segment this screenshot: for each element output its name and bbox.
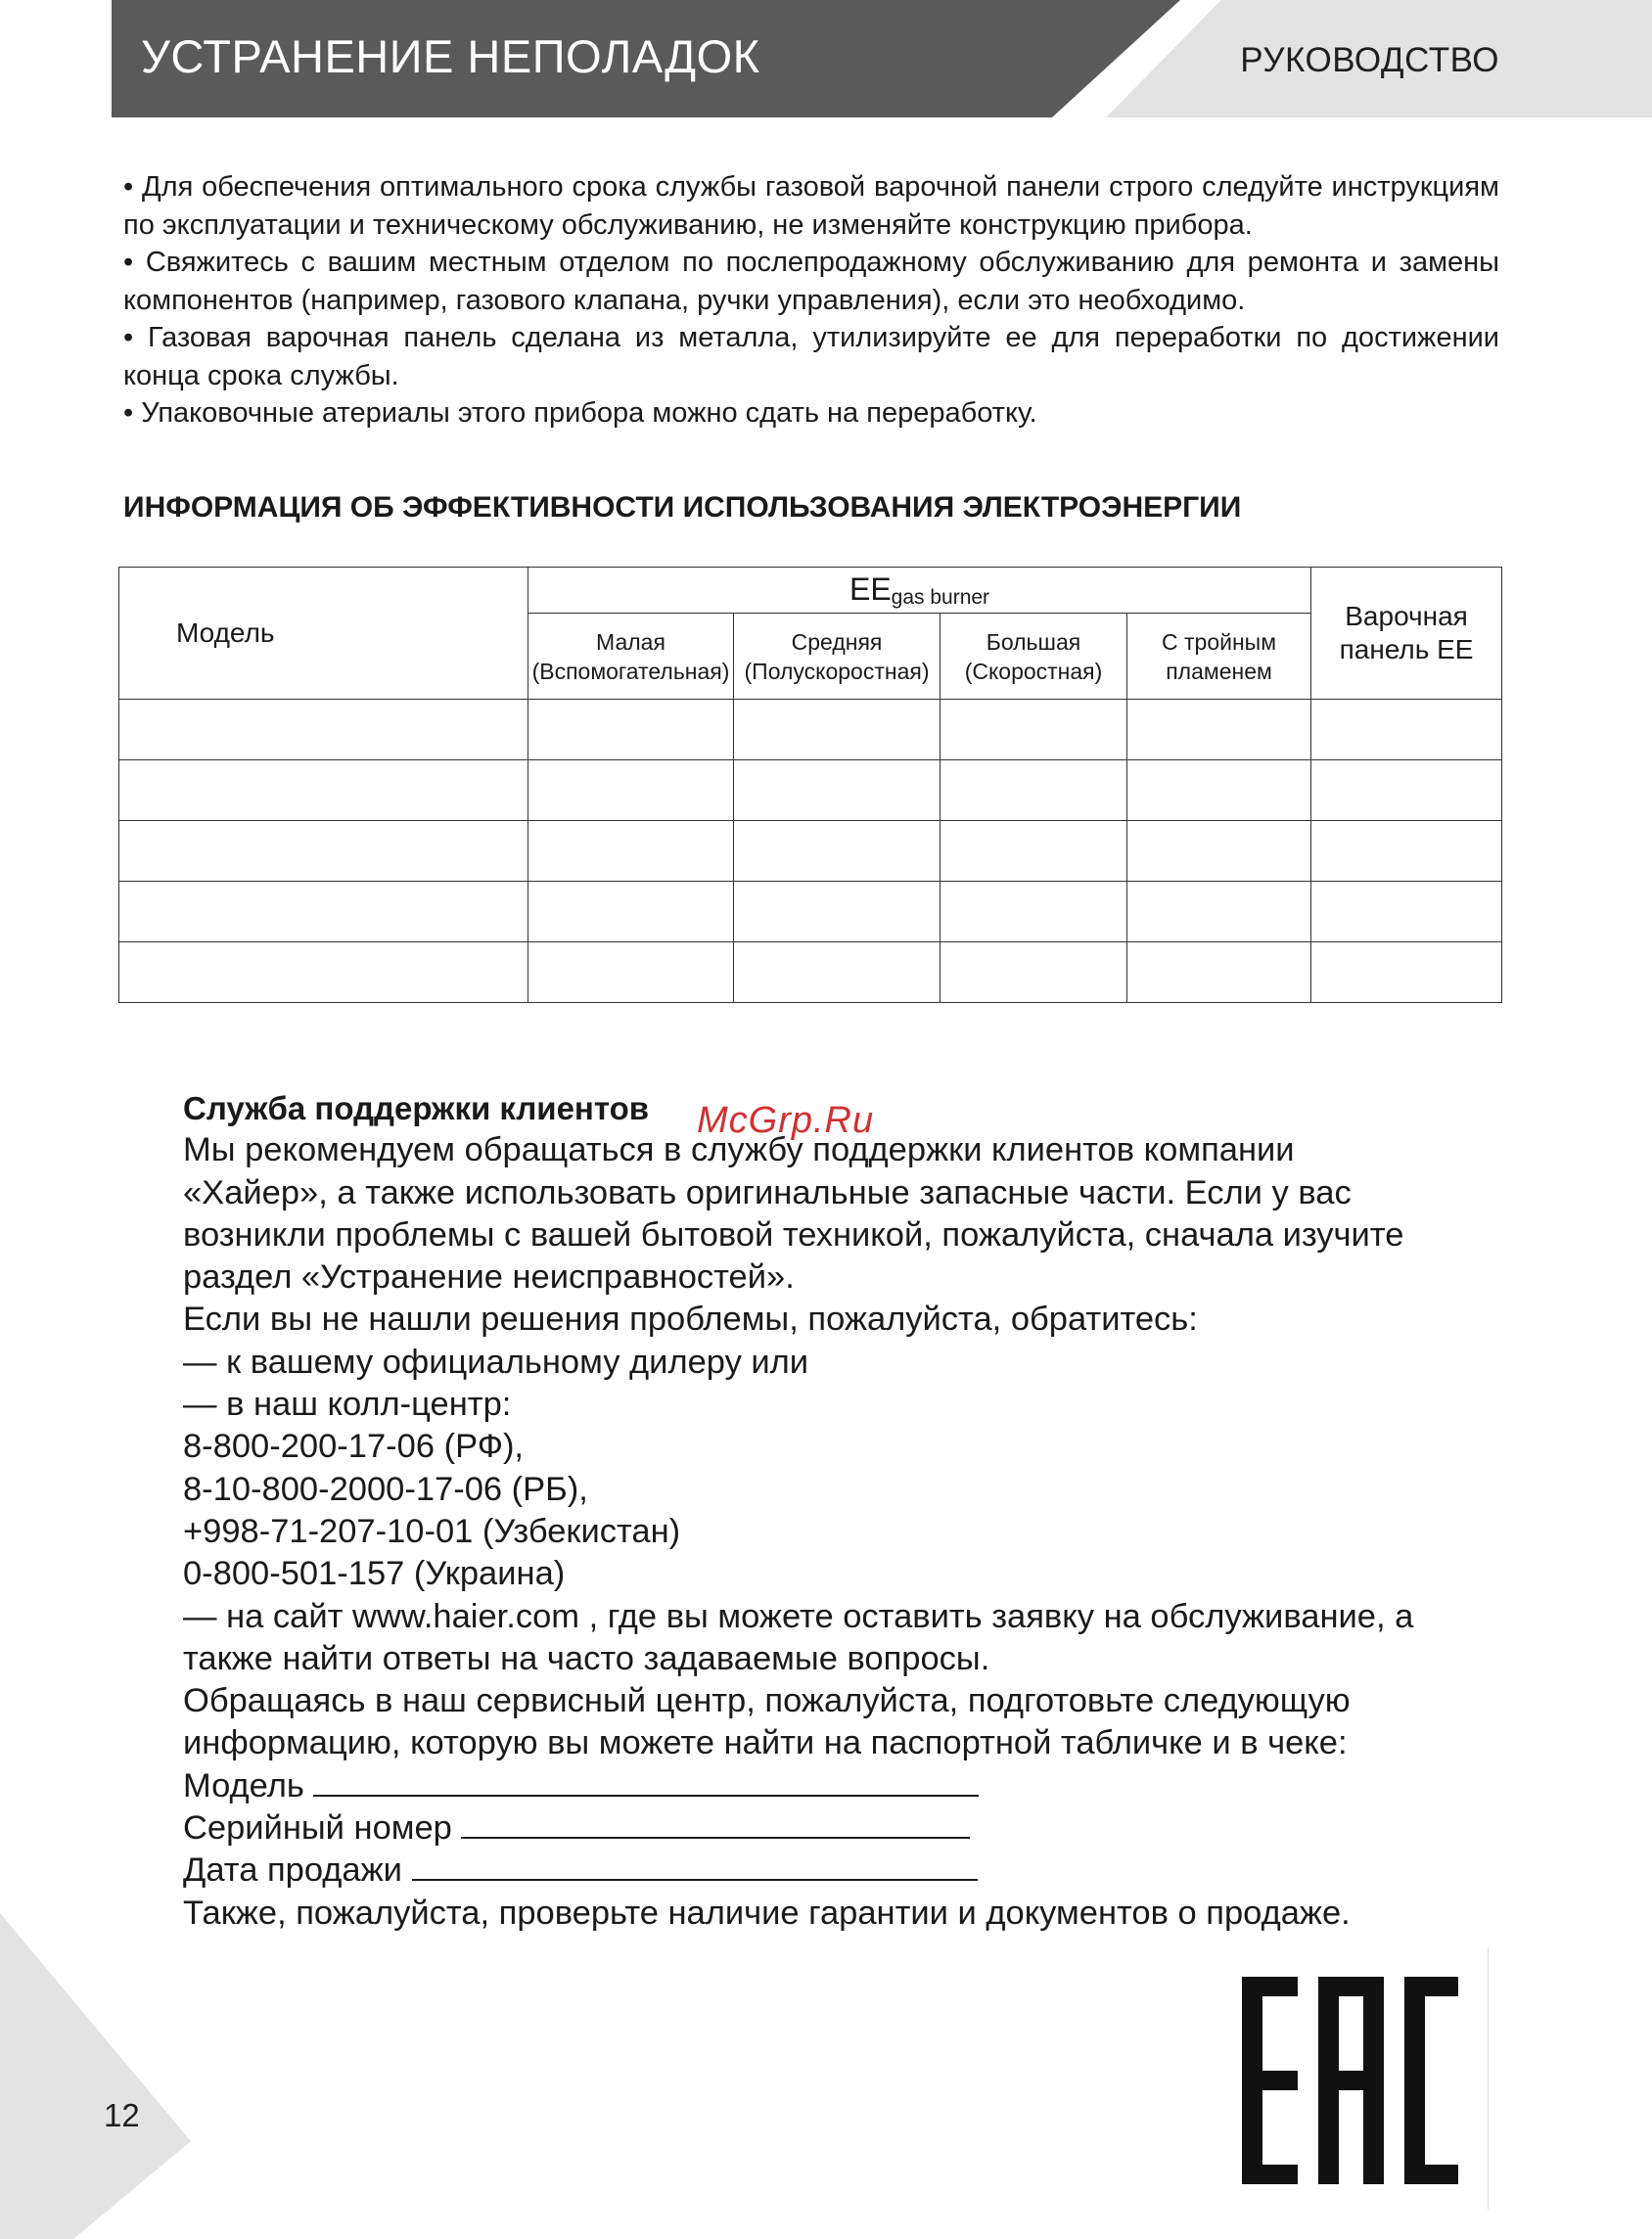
header-panel-ee [1311,568,1502,700]
watermark: McGrp.Ru [697,1100,875,1141]
field-serial [183,1807,1514,1850]
table-cell [734,882,941,942]
burner-label: (Скоростная) [964,658,1103,684]
table-row [119,700,1502,760]
field-model-label: Модель [183,1766,304,1805]
table-cell [119,760,528,821]
burner-label: Средняя [791,628,883,655]
field-sale-date-blank [412,1851,978,1881]
field-model-blank [313,1767,979,1797]
table-header-row [119,568,1502,614]
table-cell [1311,882,1502,942]
header-title: УСТРАНЕНИЕ НЕПОЛАДОК [141,30,760,82]
table-cell [119,882,528,942]
header-section-label: РУКОВОДСТВО [1240,41,1499,79]
support-line: — в наш колл-центр: [183,1386,512,1424]
table-row [119,882,1502,942]
field-sale-date [183,1850,1514,1892]
table-cell [941,882,1127,942]
support-closing: Также, пожалуйста, проверьте наличие гарантии и документов о продаже. [183,1894,1351,1932]
table-cell [119,700,528,760]
intro-bullet: • Упаковочные атериалы этого прибора можно сдать на переработку. [123,397,1037,429]
header-burner-triple [1127,614,1311,700]
header-ee-gas-burner [528,568,1311,614]
support-line: Обращаясь в наш сервисный центр, пожалуйста, подготовьте следующую [183,1682,1351,1720]
table-cell [941,821,1127,882]
intro-bullet: • Свяжитесь с вашим местным отделом по послепродажному обслуживанию для ремонта и замены компонентов (например, газового клапана, ручки управления), если это необходимо. [123,247,1499,316]
header-ee-sub: gas burner [891,585,990,609]
corner-decoration [0,1913,196,2239]
intro-bullet: • Для обеспечения оптимального срока службы газовой варочной панели строго следуйте инструкциям по эксплуатации и техническому обслуживанию, не изменяйте конструкцию прибора. [123,171,1499,241]
table-cell [119,942,528,1003]
intro-bullets [123,168,1499,433]
table-cell [1127,700,1311,760]
table-cell [528,760,734,821]
burner-label: Малая [596,628,665,655]
table-cell [528,700,734,760]
table-cell [528,942,734,1003]
table-cell [1311,821,1502,882]
table-cell [941,700,1127,760]
table-cell [734,700,941,760]
table-cell [941,942,1127,1003]
support-line: Если вы не нашли решения проблемы, пожалуйста, обратитесь: [183,1301,1198,1339]
burner-label: (Вспомогательная) [531,658,730,684]
field-model [183,1765,1514,1807]
support-line: информацию, которую вы можете найти на паспортной табличке и в чеке: [183,1724,1348,1762]
table-cell [119,821,528,882]
energy-section-heading: ИНФОРМАЦИЯ ОБ ЭФФЕКТИВНОСТИ ИСПОЛЬЗОВАНИЯ ЭЛЕКТРОЭНЕРГИИ [123,491,1242,524]
burner-label: Большая [986,628,1081,655]
intro-bullet: • Газовая варочная панель сделана из металла, утилизируйте ее для переработки по достижении конца срока службы. [123,322,1499,391]
support-line: — на сайт www.haier.com , где вы можете оставить заявку на обслуживание, а [183,1597,1414,1635]
support-line: «Хайер», а также использовать оригинальные запасные части. Если у вас [183,1173,1352,1211]
support-line: раздел «Устранение неисправностей». [183,1258,795,1297]
header-panel-line: Варочная [1345,601,1468,631]
phone-number: 8-10-800-2000-17-06 (РБ), [183,1470,588,1508]
table-cell [528,882,734,942]
table-cell [528,821,734,882]
burner-label: С тройным [1162,628,1277,655]
table-row [119,821,1502,882]
table-row [119,760,1502,821]
eac-mark-icon [1238,1977,1458,2184]
header-burner-medium [734,614,941,700]
table-cell [734,942,941,1003]
header-panel-line: панель EE [1339,634,1474,664]
field-serial-blank [461,1809,970,1839]
support-title: Служба поддержки клиентов [183,1090,650,1126]
customer-support-section [183,1087,1514,1935]
phone-number: 0-800-501-157 (Украина) [183,1555,566,1593]
table-cell [1311,942,1502,1003]
header-burner-small [528,614,734,700]
support-line: возникли проблемы с вашей бытовой техникой, пожалуйста, сначала изучите [183,1215,1404,1254]
table-row [119,942,1502,1003]
burner-label: пламенем [1166,658,1272,684]
table-cell [1127,821,1311,882]
table-cell [941,760,1127,821]
header-burner-large [941,614,1127,700]
field-sale-date-label: Дата продажи [183,1851,402,1890]
table-cell [1127,942,1311,1003]
page-number: 12 [104,2097,140,2133]
table-cell [1311,700,1502,760]
field-serial-label: Серийный номер [183,1809,452,1848]
table-cell [734,760,941,821]
margin-line [1488,1947,1489,2210]
table-cell [1311,760,1502,821]
header-model: Модель [119,568,528,700]
table-cell [1127,760,1311,821]
table-cell [734,821,941,882]
phone-number: +998-71-207-10-01 (Узбекистан) [183,1512,681,1550]
header-ee-main: EE [849,571,892,607]
phone-number: 8-800-200-17-06 (РФ), [183,1428,525,1466]
support-line: также найти ответы на часто задаваемые вопросы. [183,1639,990,1677]
support-line: Мы рекомендуем обращаться в службу поддержки клиентов компании [183,1131,1295,1169]
energy-efficiency-table [118,567,1502,1003]
support-line: — к вашему официальному дилеру или [183,1343,809,1381]
burner-label: (Полускоростная) [744,658,930,684]
table-cell [1127,882,1311,942]
